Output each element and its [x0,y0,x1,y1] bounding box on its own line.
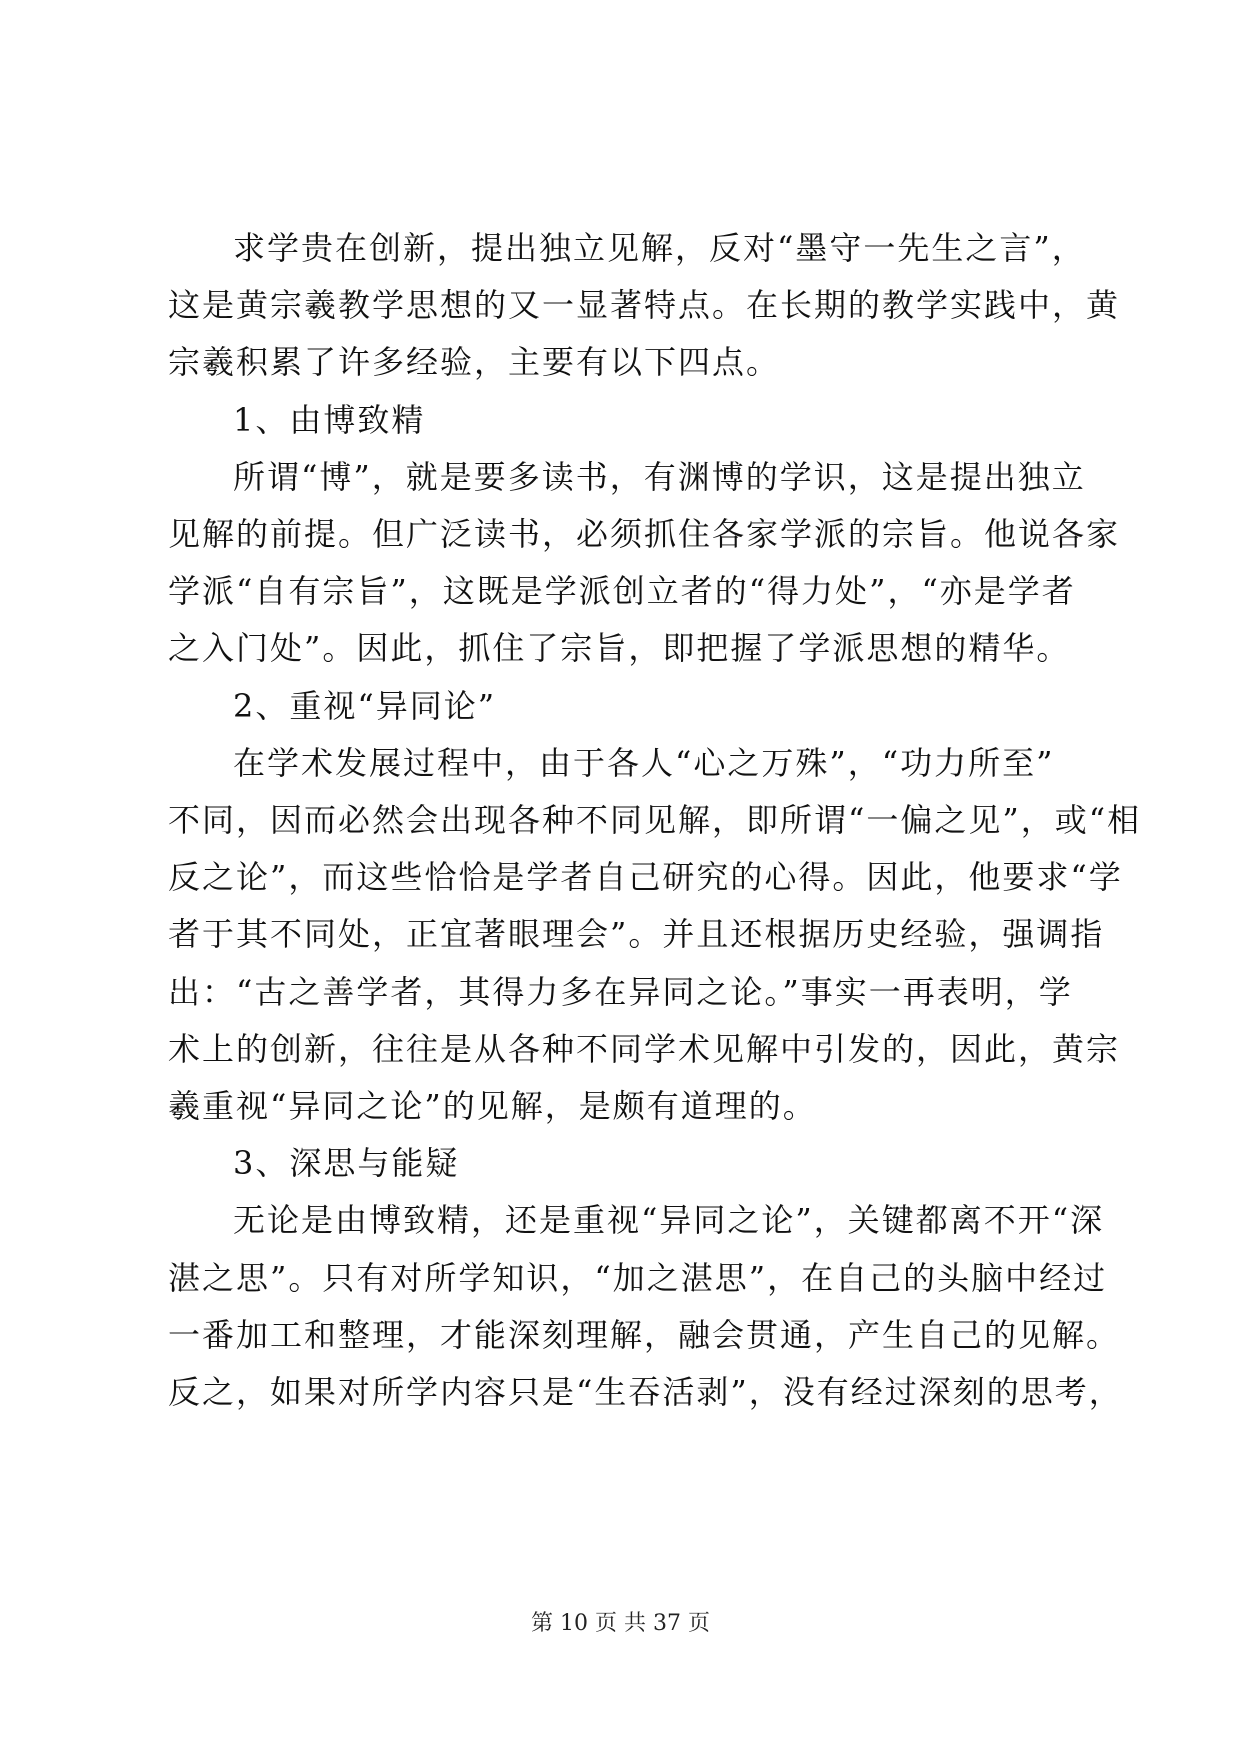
section-heading: 2、重视“异同论” [233,687,497,725]
text-line: 出：“古之善学者，其得力多在异同之论。”事实一再表明，学 [168,973,1073,1011]
page-number-footer: 第 10 页 共 37 页 [531,1611,710,1636]
text-line: 者于其不同处，正宜著眼理会”。并且还根据历史经验，强调指 [168,915,1105,953]
text-line: 这是黄宗羲教学思想的又一显著特点。在长期的教学实践中，黄 [168,286,1121,324]
section-heading: 1、由博致精 [233,401,426,439]
text-line: 学派“自有宗旨”，这既是学派创立者的“得力处”，“亦是学者 [168,572,1076,610]
text-line: 无论是由博致精，还是重视“异同之论”，关键都离不开“深 [233,1201,1105,1239]
text-line: 所谓“博”，就是要多读书，有渊博的学识，这是提出独立 [233,458,1086,496]
text-line: 见解的前提。但广泛读书，必须抓住各家学派的宗旨。他说各家 [168,515,1121,553]
text-line: 不同，因而必然会出现各种不同见解，即所谓“一偏之见”，或“相 [168,801,1142,839]
text-line: 一番加工和整理，才能深刻理解，融会贯通，产生自己的见解。 [168,1316,1121,1354]
text-line: 湛之思”。只有对所学知识，“加之湛思”，在自己的头脑中经过 [168,1259,1108,1297]
text-line: 在学术发展过程中，由于各人“心之万殊”，“功力所至” [233,744,1055,782]
text-line: 反之论”，而这些恰恰是学者自己研究的心得。因此，他要求“学 [168,858,1123,896]
text-line: 宗羲积累了许多经验，主要有以下四点。 [168,343,781,381]
text-line: 羲重视“异同之论”的见解，是颇有道理的。 [168,1087,817,1125]
text-line: 反之，如果对所学内容只是“生吞活剥”，没有经过深刻的思考， [168,1373,1123,1411]
section-heading: 3、深思与能疑 [233,1144,460,1182]
text-line: 求学贵在创新，提出独立见解，反对“墨守一先生之言”， [233,229,1086,267]
text-line: 之入门处”。因此，抓住了宗旨，即把握了学派思想的精华。 [168,629,1071,667]
text-line: 术上的创新，往往是从各种不同学术见解中引发的，因此，黄宗 [168,1030,1121,1068]
